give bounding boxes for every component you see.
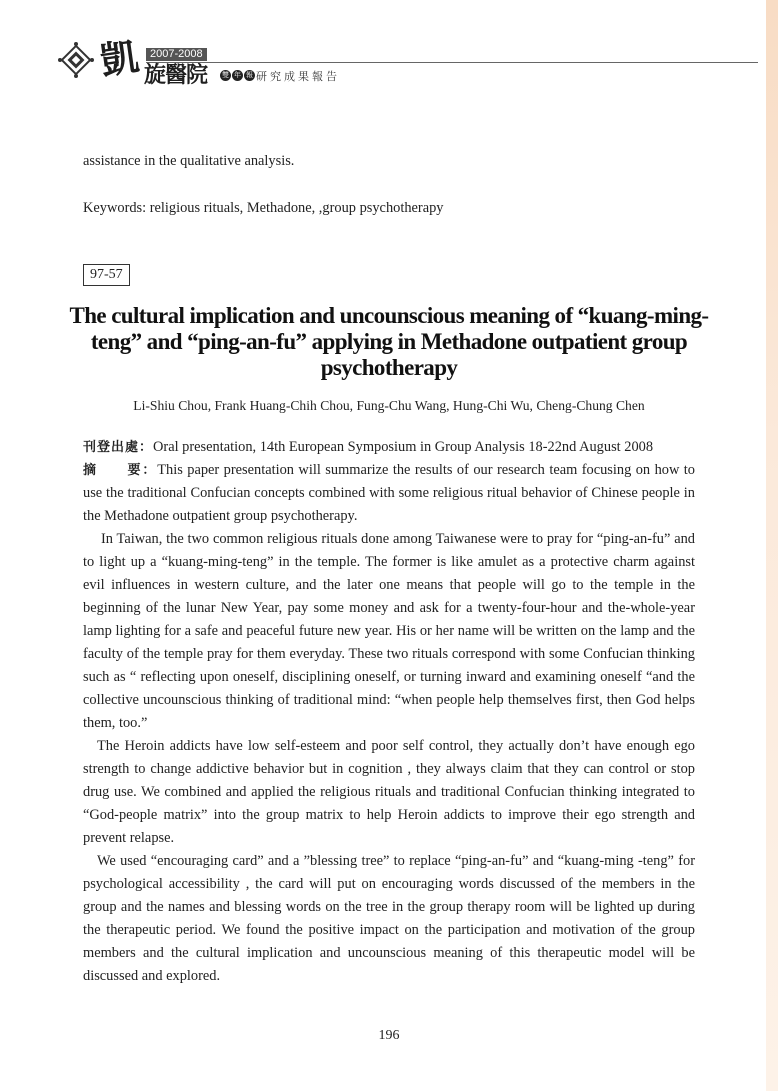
- decorative-side-bar: [766, 0, 778, 1091]
- abstract-paragraph-2: In Taiwan, the two common religious rituals done among Taiwanese were to pray for “ping-an-fu” and to light up a “kuang-ming-teng” in the temple. The former is like amulet as a protective charm against evil influences in western culture, and the later one means that people will go to the temple in the beginning of the lunar New Year, pay some money and ask for a twenty-four-hour and the-whole-year lamp lighting for a safe and peaceful future new year. His or her name will be written on the lamp and the faculty of the temple pray for them everyday. These two rituals correspond with some Confucian thinking such as “ reflecting upon oneself, disciplining oneself, or turning inward and examining oneself “and the collective uncounscious thinking of traditional mind: “when people help themselves first, then God helps them, too.”: [83, 531, 695, 731]
- hospital-name-first-char: 凱: [97, 33, 140, 84]
- abstract-paragraph-3: The Heroin addicts have low self-esteem and poor self control, they actually don’t have enough ego strength to change addictive behavior but in cognition , they always claim that they can control or stop drug use. We combined and applied the religious rituals and traditional Confucian thinking integrated to “God-people matrix” into the group matrix to help Heroin addicts to improve their ego strength and prevent relapse.: [83, 738, 695, 846]
- hospital-name-rest: 旋醫院: [144, 62, 208, 88]
- article-authors: Li-Shiu Chou, Frank Huang-Chih Chou, Fung-Chu Wang, Hung-Chi Wu, Cheng-Chung Chen: [133, 398, 645, 413]
- badge-char: 雙: [222, 71, 229, 79]
- badge-char: 年: [234, 71, 241, 79]
- article-title: The cultural implication and uncounscious meaning of “kuang-ming-teng” and “ping-an-fu” applying in Methadone outpatient group psychotherapy: [69, 303, 709, 380]
- hospital-logo-icon: [58, 42, 94, 78]
- source-text: Oral presentation, 14th European Symposium in Group Analysis 18-22nd August 2008: [153, 439, 654, 455]
- biennial-badges: [220, 70, 255, 81]
- article-id: 97-57: [83, 264, 130, 286]
- abstract-paragraph-4: We used “encouraging card” and a ”blessing tree” to replace “ping-an-fu” and “kuang-ming -teng” for psychological accessibility , the card will put on encouraging words discussed of the members in the group and the names and blessing words on the tree in the group therapy room will be lighted up during the therapeutic period. We found the positive impact on the participation and motivation of the group members and the cultural implication and uncounscious meaning of this therapeutic model will be discussed and explored.: [83, 853, 695, 984]
- badge-char: 報: [246, 71, 253, 79]
- keywords-line: Keywords: religious rituals, Methadone, ,group psychotherapy: [83, 200, 444, 216]
- source-label: 刊登出處：: [83, 440, 154, 455]
- abstract-text-1: This paper presentation will summarize the results of our research team focusing on how to use the traditional Confucian concepts combined with some religious ritual behavior of Chinese people in the Methadone outpatient group psychotherapy.: [83, 462, 695, 524]
- year-range-badge: 2007-2008: [146, 48, 207, 61]
- page-number: 196: [378, 1028, 400, 1043]
- report-subtitle: 研究成果報告: [256, 70, 340, 83]
- publication-source: [83, 436, 695, 459]
- abstract-label: 摘 要：: [83, 463, 158, 478]
- abstract-paragraph-1: [83, 459, 695, 528]
- header-rule: [146, 62, 758, 63]
- continuation-text: assistance in the qualitative analysis.: [83, 153, 295, 169]
